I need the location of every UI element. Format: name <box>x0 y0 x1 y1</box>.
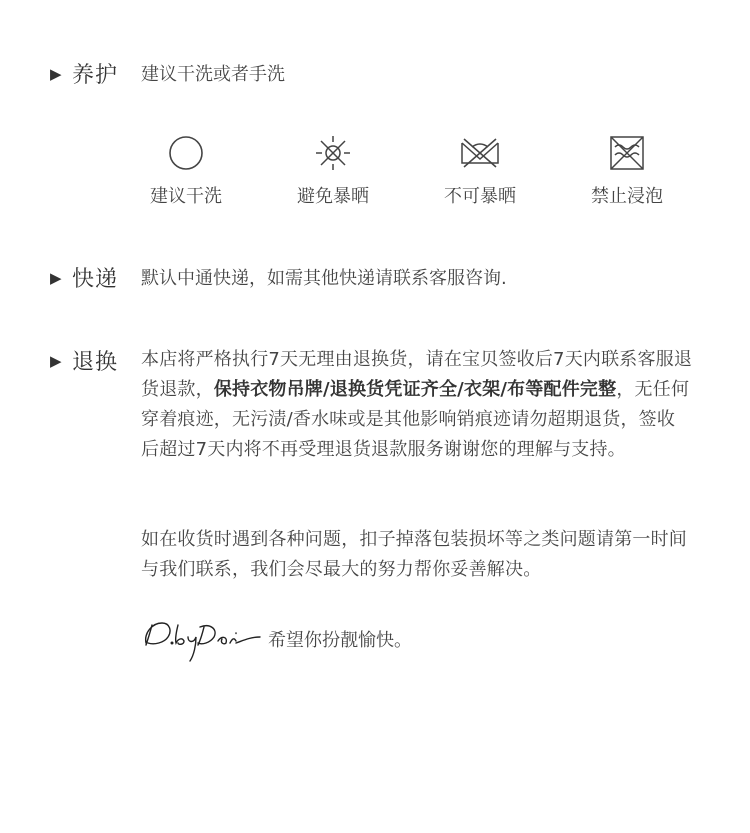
no-soak-icon <box>607 133 647 173</box>
shipping-text: 默认中通快递，如需其他快递请联系客服咨询. <box>141 268 507 289</box>
care-title: 养护 <box>72 63 119 88</box>
returns-heading <box>50 345 118 376</box>
shipping-heading <box>50 262 118 293</box>
arrow-right-icon: ▶ <box>50 64 62 83</box>
care-item-dry-clean <box>126 133 246 208</box>
returns-text-bold: 保持衣物吊牌/退换货凭证齐全/衣架/布等配件完整 <box>213 379 617 400</box>
closing-text: 希望你扮靓愉快。 <box>268 630 412 651</box>
care-item-no-sun <box>273 133 393 208</box>
returns-text-a: 本店将严格执行7天无理由退换货，请在宝贝签收后7天内联系客服退货退款， <box>141 349 693 400</box>
arrow-right-icon: ▶ <box>50 268 62 287</box>
returns-title: 退换 <box>72 350 119 375</box>
care-label: 不可暴晒 <box>444 186 516 207</box>
care-label: 建议干洗 <box>150 186 222 207</box>
care-text: 建议干洗或者手洗 <box>141 64 285 85</box>
brand-signature-logo <box>138 615 262 663</box>
problems-paragraph: 如在收货时遇到各种问题，扣子掉落包装损坏等之类问题请第一时间与我们联系，我们会尽最大的努力帮你妥善解决。 <box>141 529 687 580</box>
care-label: 避免暴晒 <box>297 186 369 207</box>
shipping-title: 快递 <box>72 267 119 292</box>
care-item-no-sunlight-drying <box>420 133 540 208</box>
care-heading <box>50 58 118 89</box>
dry-clean-circle-icon <box>166 133 206 173</box>
arrow-right-icon: ▶ <box>50 351 62 370</box>
returns-policy-paragraph <box>141 345 693 465</box>
care-item-no-soak <box>567 133 687 208</box>
returns-text-b: ，无任何穿着痕迹，无污渍/香水味或是其他影响销痕迹请勿超期退货，签收后超过7天内将不再受理退货退款服务谢谢您的理解与支持。 <box>141 379 690 460</box>
no-sunlight-drying-icon <box>458 133 502 173</box>
care-icons-row <box>0 133 750 223</box>
signature-line <box>138 615 412 663</box>
no-sun-icon <box>313 133 353 173</box>
care-label: 禁止浸泡 <box>591 186 663 207</box>
